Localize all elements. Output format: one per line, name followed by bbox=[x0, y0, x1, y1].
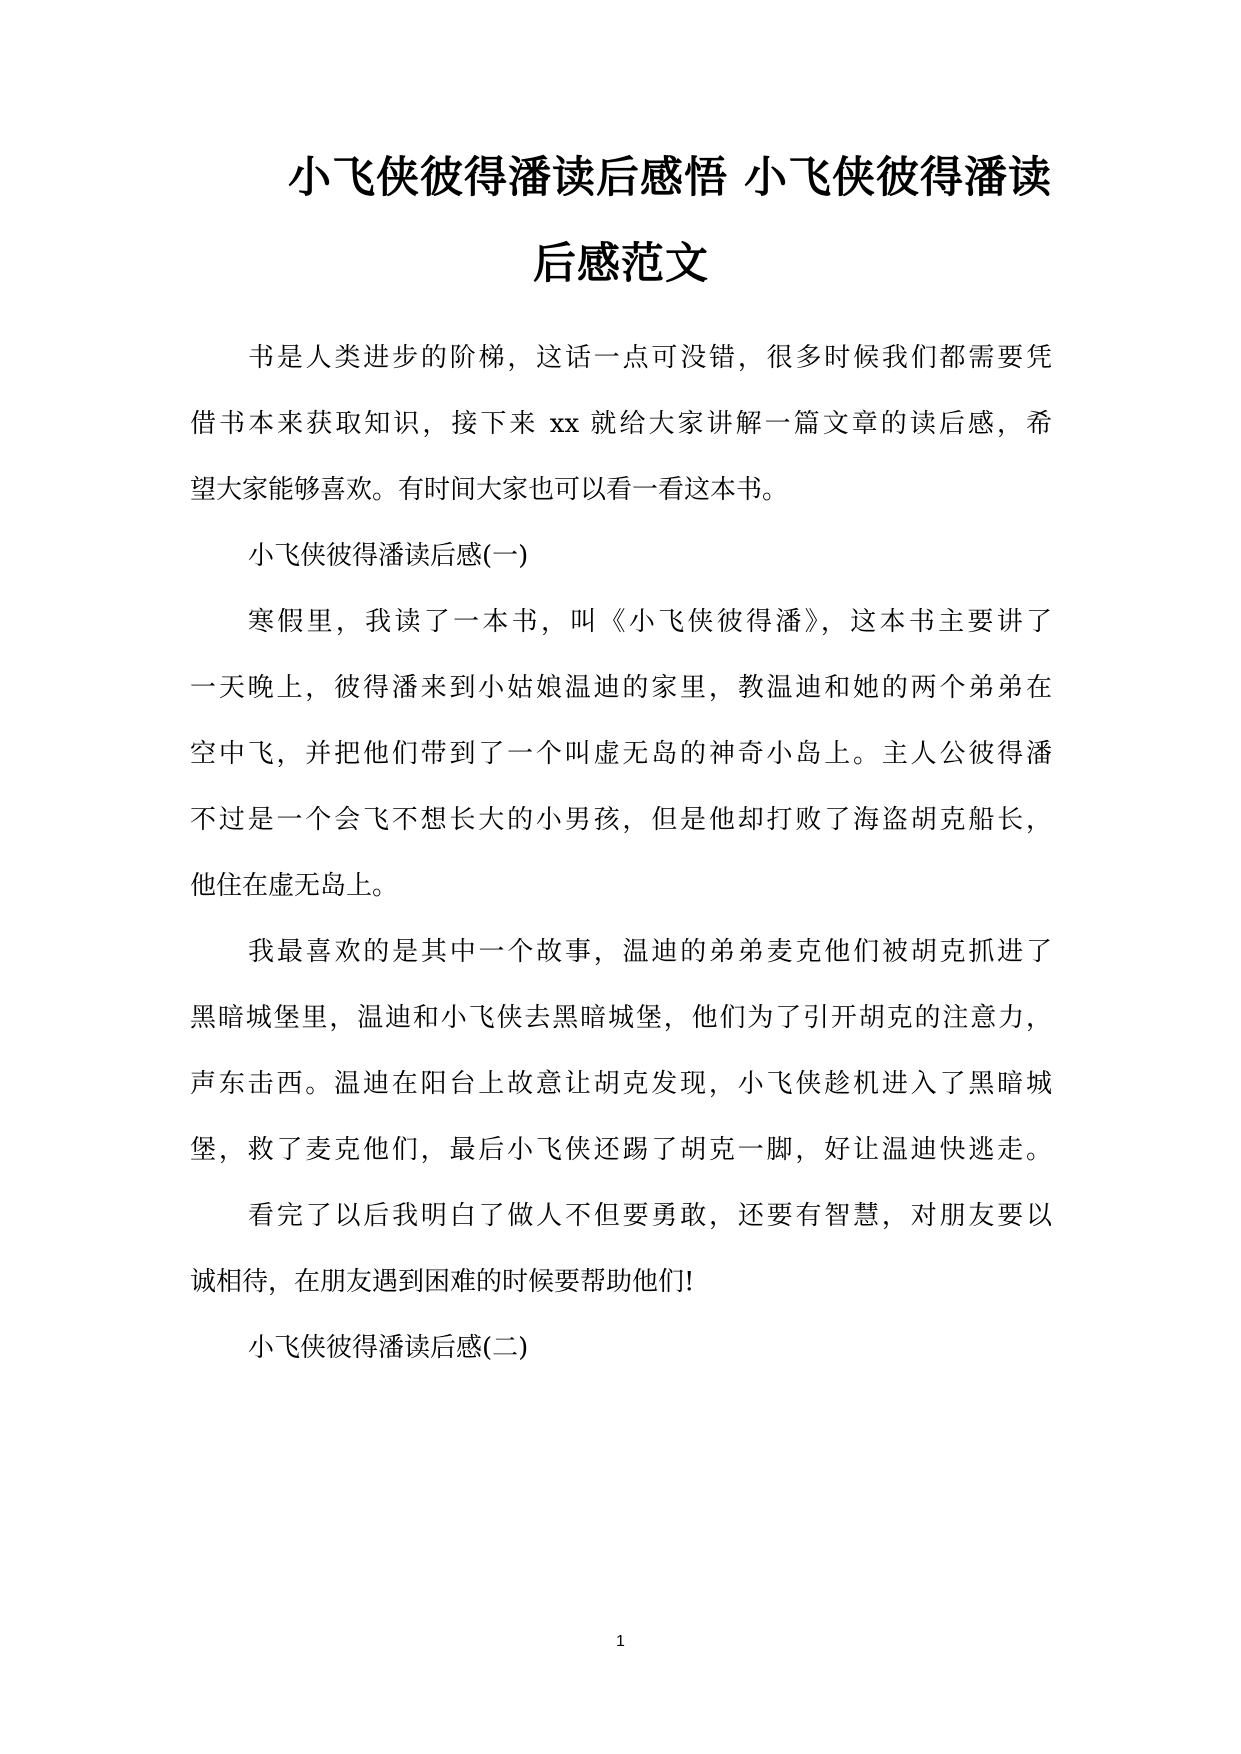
paragraph-line: 声东击西。温迪在阳台上故意让胡克发现，小飞侠趁机进入了黑暗城 bbox=[190, 1069, 1052, 1099]
paragraph-line: 看完了以后我明白了做人不但要勇敢，还要有智慧，对朋友要以 bbox=[248, 1201, 1052, 1231]
paragraph-line: 堡，救了麦克他们，最后小飞侠还踢了胡克一脚，好让温迪快逃走。 bbox=[190, 1135, 1052, 1165]
paragraph-line: 书是人类进步的阶梯，这话一点可没错，很多时候我们都需要凭 bbox=[248, 343, 1052, 373]
section-heading: 小飞侠彼得潘读后感(一) bbox=[248, 541, 529, 571]
paragraph-line: 他住在虚无岛上。 bbox=[190, 871, 399, 901]
paragraph-line: 寒假里，我读了一本书，叫《小飞侠彼得潘》，这本书主要讲了 bbox=[248, 607, 1052, 637]
document-title-line-1: 小飞侠彼得潘读后感悟 小飞侠彼得潘读 bbox=[288, 153, 1052, 203]
document-title-line-2: 后感范文 bbox=[533, 239, 709, 289]
paragraph-line: 一天晚上，彼得潘来到小姑娘温迪的家里，教温迪和她的两个弟弟在 bbox=[190, 673, 1052, 703]
page-number: 1 bbox=[616, 1633, 625, 1650]
section-heading: 小飞侠彼得潘读后感(二) bbox=[248, 1333, 529, 1363]
paragraph-line: 诚相待，在朋友遇到困难的时候要帮助他们! bbox=[190, 1267, 695, 1297]
paragraph-line: 借书本来获取知识，接下来 xx 就给大家讲解一篇文章的读后感，希 bbox=[190, 409, 1052, 439]
paragraph-line: 空中飞，并把他们带到了一个叫虚无岛的神奇小岛上。主人公彼得潘 bbox=[190, 739, 1052, 769]
paragraph-line: 不过是一个会飞不想长大的小男孩，但是他却打败了海盗胡克船长， bbox=[190, 805, 1052, 835]
paragraph-line: 望大家能够喜欢。有时间大家也可以看一看这本书。 bbox=[190, 475, 789, 505]
paragraph-line: 黑暗城堡里，温迪和小飞侠去黑暗城堡，他们为了引开胡克的注意力， bbox=[190, 1003, 1052, 1033]
paragraph-line: 我最喜欢的是其中一个故事，温迪的弟弟麦克他们被胡克抓进了 bbox=[248, 937, 1052, 967]
